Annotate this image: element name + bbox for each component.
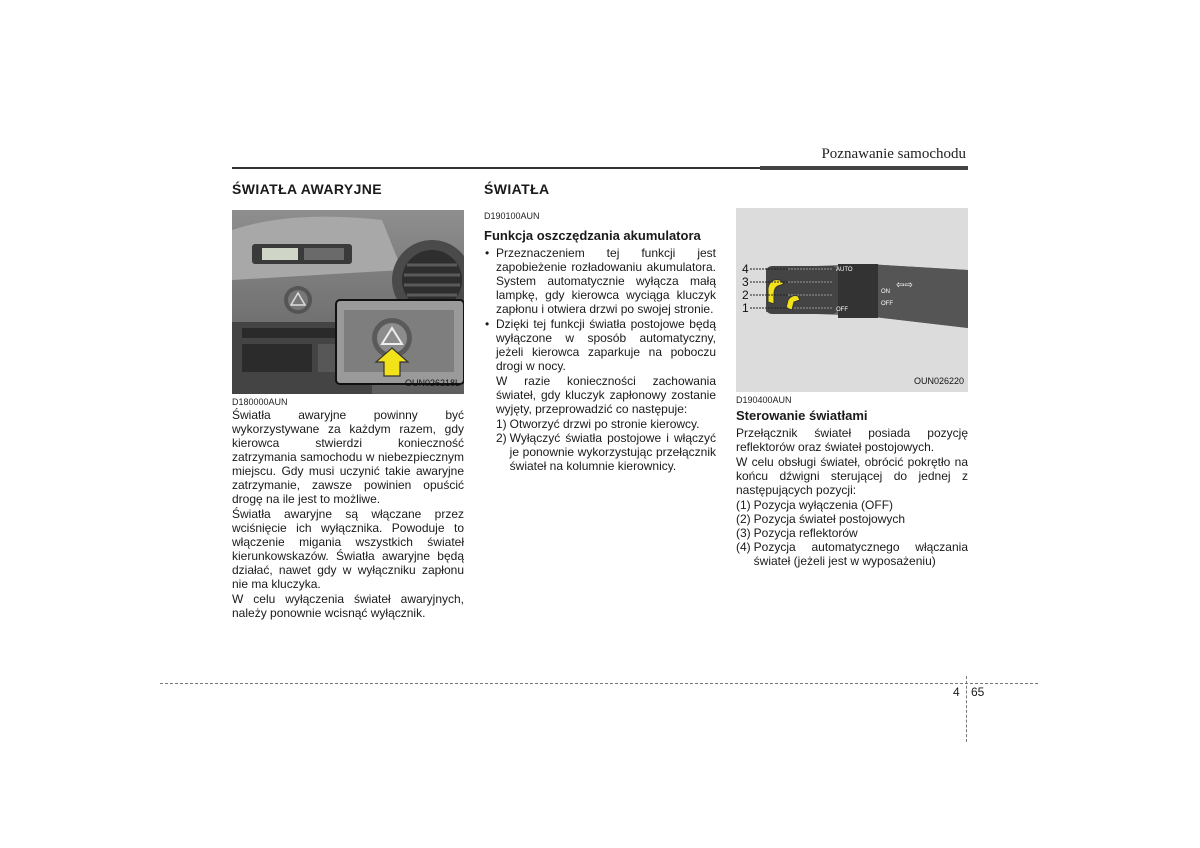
image-caption: OUN026218L xyxy=(404,378,460,388)
list-item xyxy=(736,540,968,568)
right-column xyxy=(736,208,968,568)
section-heading-hazard-lights: ŚWIATŁA AWARYJNE xyxy=(232,181,383,197)
list-number: (1) xyxy=(736,498,751,512)
position-number-2: 2 xyxy=(742,288,749,302)
label-auto: AUTO xyxy=(836,267,853,273)
middle-column xyxy=(484,182,716,473)
list-item xyxy=(496,417,716,431)
footer-rule xyxy=(160,683,1038,684)
dashboard-illustration xyxy=(232,210,464,394)
list-text: Otworzyć drzwi po stronie kierowcy. xyxy=(509,417,700,431)
section-code: D190400AUN xyxy=(736,395,792,405)
hazard-switch-photo xyxy=(232,210,464,394)
list-number: (3) xyxy=(736,526,751,540)
list-text: Pozycja automatycznego włączania świateł (jeżeli jest w wyposażeniu) xyxy=(753,540,968,568)
chapter-number: 4 xyxy=(953,685,960,699)
list-number: (4) xyxy=(736,540,751,554)
list-text: Pozycja reflektorów xyxy=(753,526,858,540)
list-number: (2) xyxy=(736,512,751,526)
paragraph: W razie konieczności zachowania świateł, gdy kluczyk zapłonowy zostanie wyjęty, przeprowadzić co następuje: xyxy=(496,374,716,416)
positions-list xyxy=(736,498,968,568)
numbered-list xyxy=(484,417,716,473)
position-number-1: 1 xyxy=(742,301,749,315)
turn-arrows-icon: ⇦⇨ xyxy=(896,280,913,291)
page-number: 65 xyxy=(971,685,985,699)
paragraph: Światła awaryjne są włączane przez wciśnięcie ich wyłącznika. Powoduje to włączenie migania wszystkich świateł kierunkowskazów. Światła awaryjne będą działać, nawet gdy w wyłączniku zapłonu nie ma kluczyka. xyxy=(232,507,464,591)
section-heading-lights: ŚWIATŁA xyxy=(484,181,550,197)
footer-divider xyxy=(966,676,967,742)
label-off-2: OFF xyxy=(881,301,893,307)
position-number-4: 4 xyxy=(742,262,749,276)
subheading-light-control: Sterowanie światłami xyxy=(736,408,868,423)
label-off: OFF xyxy=(836,307,848,313)
list-item xyxy=(496,431,716,473)
list-text: Pozycja wyłączenia (OFF) xyxy=(753,498,894,512)
paragraph: Przełącznik świateł posiada pozycję reflektorów oraz świateł postojowych. xyxy=(736,426,968,454)
list-item xyxy=(736,512,968,526)
label-on: ON xyxy=(881,289,890,295)
list-text: Wyłączyć światła postojowe i włączyć je ponownie wykorzystując przełącznik świateł na kolumnie kierownicy. xyxy=(509,431,716,473)
light-switch-photo xyxy=(736,208,968,392)
paragraph: Światła awaryjne powinny być wykorzystywane za każdym razem, gdy kierowca stwierdzi konieczność zatrzymania samochodu w niebezpiecznym miejscu. Gdy musi uczynić takie awaryjne zatrzymanie, zawsze powinien opuścić drogę na ile jest to możliwe. xyxy=(232,408,464,506)
section-code: D180000AUN xyxy=(232,397,288,407)
position-number-3: 3 xyxy=(742,275,749,289)
subheading-battery-saver: Funkcja oszczędzania akumulatora xyxy=(484,228,701,243)
section-code: D190100AUN xyxy=(484,211,540,221)
list-text: Pozycja świateł postojowych xyxy=(753,512,906,526)
stalk-illustration xyxy=(736,208,968,392)
list-item: • Przeznaczeniem tej funkcji jest zapobieżenie rozładowaniu akumulatora. System automatycznie wyłącza małą lampkę, gdy kierowca wyciąga kluczyk zapłonu i otwiera drzwi po swojej stronie. xyxy=(484,246,716,316)
page-header-title: Poznawanie samochodu xyxy=(821,146,966,162)
header-rule-accent xyxy=(760,166,968,170)
paragraph: W celu obsługi świateł, obrócić pokrętło na końcu dźwigni sterującej do jednej z następujących pozycji: xyxy=(736,455,968,497)
left-column xyxy=(232,182,464,621)
list-item xyxy=(736,526,968,540)
list-item xyxy=(736,498,968,512)
list-number: 1) xyxy=(496,417,507,431)
image-caption: OUN026220 xyxy=(913,376,964,386)
list-item: • Dzięki tej funkcji światła postojowe będą wyłączone w sposób automatyczny, jeżeli kierowca zaparkuje na poboczu drogi w nocy. xyxy=(484,317,716,373)
paragraph: W celu wyłączenia świateł awaryjnych, należy ponownie wcisnąć wyłącznik. xyxy=(232,592,464,620)
bullet-list xyxy=(484,246,716,373)
list-number: 2) xyxy=(496,431,507,445)
